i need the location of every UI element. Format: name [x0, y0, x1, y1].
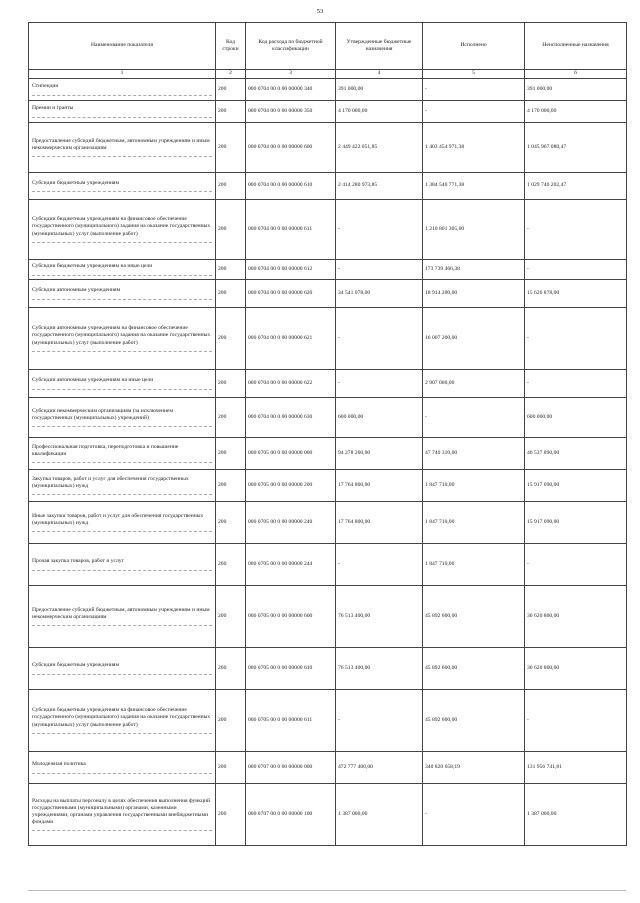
row-line-code: 200: [216, 370, 246, 398]
table-row: [29, 752, 627, 784]
row-unexecuted: 391 000,00: [525, 79, 627, 101]
row-unexecuted: -: [525, 200, 627, 260]
row-approved: 94 278 200,00: [336, 438, 423, 470]
row-expense-code: 000 0704 00 0 00 00000 612: [246, 260, 336, 280]
row-approved: 76 513 400,00: [336, 648, 423, 690]
row-approved: 391 000,00: [336, 79, 423, 101]
row-name-text: Иные закупки товаров, работ и услуг для обеспечения государственных (муниципальных) нужд: [32, 513, 212, 532]
row-executed: 1 847 710,00: [423, 502, 525, 544]
row-line-code: 200: [216, 260, 246, 280]
row-name: [29, 470, 216, 502]
row-name: [29, 502, 216, 544]
row-executed: -: [423, 101, 525, 123]
row-name-text: Расходы на выплаты персоналу в целях обеспечения выполнения функций государственными (муниципальными) органами, казенными учреждениями, органами управления государственными внебюджетными фондами: [32, 798, 212, 832]
row-name: [29, 544, 216, 586]
column-number: 5: [423, 70, 525, 79]
row-line-code: 200: [216, 123, 246, 173]
row-expense-code: 000 0704 00 0 00 00000 622: [246, 370, 336, 398]
row-unexecuted: 1 029 740 202,47: [525, 173, 627, 200]
row-line-code: 200: [216, 470, 246, 502]
row-executed: 340 820 658,19: [423, 752, 525, 784]
row-approved: 600 000,00: [336, 398, 423, 438]
row-expense-code: 000 0704 00 0 00 00000 630: [246, 398, 336, 438]
row-expense-code: 000 0704 00 0 00 00000 340: [246, 79, 336, 101]
row-approved: 2 449 422 051,85: [336, 123, 423, 173]
row-name-text: Молодежная политика: [32, 761, 212, 773]
row-unexecuted: 30 620 800,00: [525, 586, 627, 648]
row-line-code: 200: [216, 752, 246, 784]
header-expense-code: Код расхода по бюджетной классификации: [246, 23, 336, 70]
row-unexecuted: 4 170 000,00: [525, 101, 627, 123]
header-line-code: Код строки: [216, 23, 246, 70]
row-name-text: Прочая закупка товаров, работ и услуг: [32, 558, 212, 570]
row-executed: -: [423, 79, 525, 101]
row-name-text: Субсидии бюджетным учреждениям на иные цели: [32, 263, 212, 275]
row-expense-code: 000 0705 00 0 00 00000 240: [246, 502, 336, 544]
row-line-code: 200: [216, 280, 246, 308]
row-unexecuted: 46 537 890,00: [525, 438, 627, 470]
row-line-code: 200: [216, 200, 246, 260]
row-name-text: Субсидии автономным учреждениям: [32, 287, 212, 299]
row-name: [29, 648, 216, 690]
row-expense-code: 000 0705 00 0 00 00000 611: [246, 690, 336, 752]
row-name: [29, 173, 216, 200]
row-executed: 16 007 200,00: [423, 308, 525, 370]
header-approved: Утвержденные бюджетные назначения: [336, 23, 423, 70]
row-name-text: Субсидии автономным учреждениям на иные цели: [32, 377, 212, 389]
row-line-code: 200: [216, 308, 246, 370]
table-row: [29, 173, 627, 200]
row-expense-code: 000 0705 00 0 00 00000 200: [246, 470, 336, 502]
row-executed: 1 210 801 305,00: [423, 200, 525, 260]
page-bottom-line: [28, 890, 626, 891]
row-approved: 1 387 000,00: [336, 784, 423, 846]
table-row: [29, 586, 627, 648]
row-executed: 1 403 454 971,38: [423, 123, 525, 173]
row-executed: 45 892 600,00: [423, 586, 525, 648]
table-row: [29, 784, 627, 846]
table-row: [29, 260, 627, 280]
row-unexecuted: 15 917 090,00: [525, 470, 627, 502]
row-unexecuted: -: [525, 308, 627, 370]
row-name: [29, 260, 216, 280]
column-number-row: [29, 70, 627, 79]
row-name: [29, 123, 216, 173]
row-line-code: 200: [216, 173, 246, 200]
row-name-text: Премии и гранты: [32, 105, 212, 117]
row-name: [29, 370, 216, 398]
row-executed: 2 907 000,00: [423, 370, 525, 398]
row-name: [29, 690, 216, 752]
table-row: [29, 101, 627, 123]
row-name: [29, 280, 216, 308]
row-approved: -: [336, 370, 423, 398]
row-name: [29, 586, 216, 648]
column-number: 3: [246, 70, 336, 79]
row-expense-code: 000 0704 00 0 00 00000 350: [246, 101, 336, 123]
row-executed: 173 739 466,38: [423, 260, 525, 280]
row-unexecuted: 30 620 800,00: [525, 648, 627, 690]
row-line-code: 200: [216, 438, 246, 470]
row-approved: -: [336, 260, 423, 280]
row-unexecuted: -: [525, 544, 627, 586]
row-approved: -: [336, 308, 423, 370]
row-name: [29, 784, 216, 846]
column-number: 4: [336, 70, 423, 79]
row-unexecuted: -: [525, 690, 627, 752]
row-name-text: Субсидии автономным учреждениям на финансовое обеспечение государственного (муниципального) задания на оказание государственных (муниципальных) услуг (выполнение работ): [32, 325, 212, 351]
table-row: [29, 123, 627, 173]
row-expense-code: 000 0707 00 0 00 00000 100: [246, 784, 336, 846]
table-row: [29, 79, 627, 101]
row-name: [29, 438, 216, 470]
row-name: [29, 398, 216, 438]
row-name-text: Субсидии некоммерческим организациям (за исключением государственных (муниципальных) учреждений): [32, 408, 212, 427]
table-row: [29, 398, 627, 438]
row-expense-code: 000 0704 00 0 00 00000 611: [246, 200, 336, 260]
table-row: [29, 200, 627, 260]
table-row: [29, 502, 627, 544]
row-unexecuted: 600 000,00: [525, 398, 627, 438]
row-expense-code: 000 0705 00 0 00 00000 244: [246, 544, 336, 586]
row-name: [29, 101, 216, 123]
row-executed: -: [423, 398, 525, 438]
table-row: [29, 308, 627, 370]
row-expense-code: 000 0707 00 0 00 00000 000: [246, 752, 336, 784]
row-name-text: Предоставление субсидий бюджетным, автономным учреждениям и иным некоммерческим организациям: [32, 607, 212, 626]
row-name-text: Закупка товаров, работ и услуг для обеспечения государственных (муниципальных) нужд: [32, 476, 212, 495]
row-executed: 47 740 310,00: [423, 438, 525, 470]
row-expense-code: 000 0704 00 0 00 00000 600: [246, 123, 336, 173]
table-row: [29, 470, 627, 502]
header-executed: Исполнено: [423, 23, 525, 70]
row-expense-code: 000 0705 00 0 00 00000 610: [246, 648, 336, 690]
row-executed: 45 892 600,00: [423, 690, 525, 752]
row-line-code: 200: [216, 690, 246, 752]
row-name-text: Стипендии: [32, 83, 212, 95]
row-approved: 34 541 078,00: [336, 280, 423, 308]
row-name: [29, 79, 216, 101]
row-name: [29, 308, 216, 370]
row-executed: 18 914 200,00: [423, 280, 525, 308]
row-line-code: 200: [216, 502, 246, 544]
row-unexecuted: 15 626 878,00: [525, 280, 627, 308]
row-approved: 4 170 000,00: [336, 101, 423, 123]
table-row: [29, 370, 627, 398]
row-approved: -: [336, 544, 423, 586]
row-approved: 17 764 800,00: [336, 502, 423, 544]
row-name: [29, 200, 216, 260]
row-unexecuted: 1 387 000,00: [525, 784, 627, 846]
row-executed: 45 892 600,00: [423, 648, 525, 690]
row-name-text: Субсидии бюджетным учреждениям: [32, 180, 212, 192]
row-expense-code: 000 0704 00 0 00 00000 610: [246, 173, 336, 200]
table-header-row: [29, 23, 627, 70]
column-number: 1: [29, 70, 216, 79]
row-unexecuted: -: [525, 260, 627, 280]
row-expense-code: 000 0704 00 0 00 00000 620: [246, 280, 336, 308]
row-line-code: 200: [216, 586, 246, 648]
row-line-code: 200: [216, 398, 246, 438]
row-name-text: Субсидии бюджетным учреждениям на финансовое обеспечение государственного (муниципального) задания на оказание государственных (муниципальных) услуг (выполнение работ): [32, 707, 212, 733]
row-unexecuted: 131 956 741,81: [525, 752, 627, 784]
row-approved: 472 777 400,00: [336, 752, 423, 784]
table-row: [29, 544, 627, 586]
row-approved: 2 414 280 973,85: [336, 173, 423, 200]
row-unexecuted: 15 917 090,00: [525, 502, 627, 544]
budget-execution-table: [28, 22, 627, 846]
row-expense-code: 000 0705 00 0 00 00000 600: [246, 586, 336, 648]
row-approved: 76 513 400,00: [336, 586, 423, 648]
row-expense-code: 000 0705 00 0 00 00000 000: [246, 438, 336, 470]
row-approved: 17 764 800,00: [336, 470, 423, 502]
row-executed: 1 384 540 771,38: [423, 173, 525, 200]
table-row: [29, 690, 627, 752]
table-row: [29, 438, 627, 470]
header-indicator-name: Наименование показателя: [29, 23, 216, 70]
row-name-text: Субсидии бюджетным учреждениям на финансовое обеспечение государственного (муниципального) задания на оказание государственных (муниципальных) услуг (выполнение работ): [32, 216, 212, 242]
row-line-code: 200: [216, 544, 246, 586]
row-name: [29, 752, 216, 784]
column-number: 2: [216, 70, 246, 79]
table-row: [29, 648, 627, 690]
table-row: [29, 280, 627, 308]
row-executed: 1 847 710,00: [423, 470, 525, 502]
row-name-text: Субсидии бюджетным учреждениям: [32, 662, 212, 674]
row-name-text: Предоставление субсидий бюджетным, автономным учреждениям и иным некоммерческим организациям: [32, 138, 212, 157]
row-line-code: 200: [216, 784, 246, 846]
row-line-code: 200: [216, 79, 246, 101]
header-unexecuted: Неисполненные назначения: [525, 23, 627, 70]
row-expense-code: 000 0704 00 0 00 00000 621: [246, 308, 336, 370]
row-executed: 1 847 710,00: [423, 544, 525, 586]
row-unexecuted: 1 045 967 080,47: [525, 123, 627, 173]
row-name-text: Профессиональная подготовка, переподготовка и повышение квалификации: [32, 444, 212, 463]
row-approved: -: [336, 690, 423, 752]
column-number: 6: [525, 70, 627, 79]
row-line-code: 200: [216, 101, 246, 123]
row-unexecuted: -: [525, 370, 627, 398]
row-executed: -: [423, 784, 525, 846]
row-approved: -: [336, 200, 423, 260]
row-line-code: 200: [216, 648, 246, 690]
page-number: 53: [316, 8, 324, 15]
